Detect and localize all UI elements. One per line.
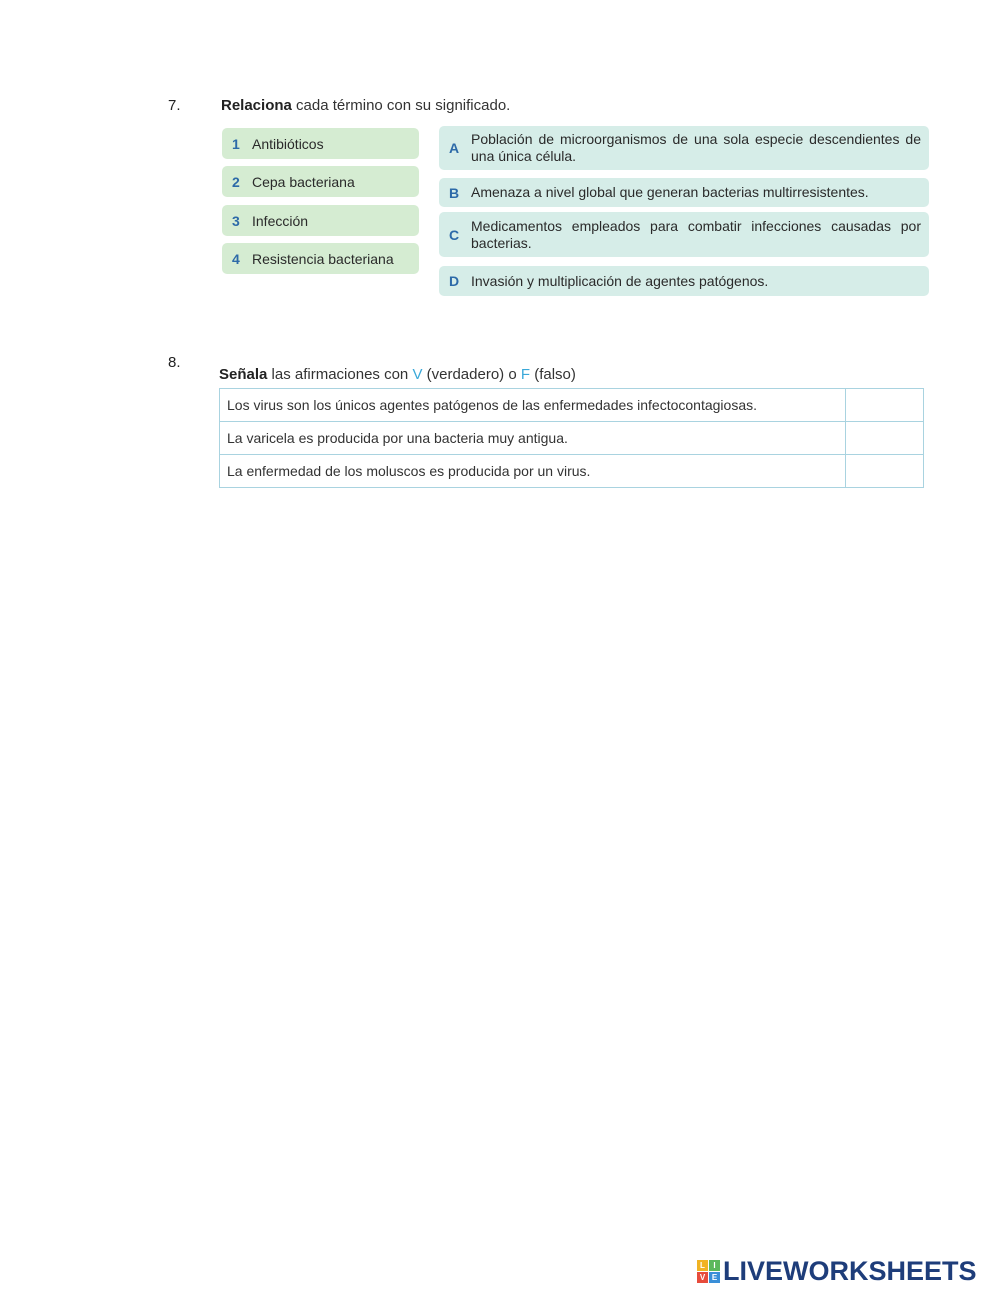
- term-number: 3: [232, 212, 240, 229]
- table-row: [220, 389, 924, 422]
- definition-letter: B: [449, 184, 460, 201]
- term-label: Cepa bacteriana: [252, 173, 355, 190]
- table-row: [220, 422, 924, 455]
- definition-text: Medicamentos empleados para combatir infecciones causadas por bacterias.: [471, 217, 921, 251]
- f-letter: F: [520, 366, 531, 383]
- instruction-bold: Relaciona: [221, 97, 292, 114]
- instruction-text: (verdadero) o: [422, 366, 521, 383]
- definition-d[interactable]: [439, 266, 929, 296]
- liveworksheets-logo: [697, 1256, 977, 1287]
- question-8-number: 8.: [168, 354, 181, 371]
- logo-grid-letter: E: [709, 1272, 720, 1283]
- instruction-text: cada término con su significado.: [291, 97, 511, 114]
- table-row: [220, 455, 924, 488]
- term-4[interactable]: [222, 243, 419, 274]
- answer-cell[interactable]: [846, 455, 924, 488]
- term-number: 1: [232, 135, 240, 152]
- v-letter: V: [412, 366, 423, 383]
- term-label: Resistencia bacteriana: [252, 250, 394, 267]
- term-label: Antibióticos: [252, 135, 324, 152]
- definition-text: Población de microorganismos de una sola especie descendientes de una única célula.: [471, 131, 921, 164]
- logo-word: LIVEWORKSHEETS: [723, 1256, 977, 1286]
- question-7-instruction: [221, 97, 510, 114]
- definition-text: Amenaza a nivel global que generan bacterias multirresistentes.: [471, 184, 869, 200]
- term-2[interactable]: [222, 166, 419, 197]
- term-number: 2: [232, 173, 240, 190]
- definition-text: Invasión y multiplicación de agentes patógenos.: [471, 272, 769, 289]
- logo-grid-icon: [697, 1260, 720, 1283]
- term-number: 4: [232, 250, 240, 267]
- statement-cell: La varicela es producida por una bacteria muy antigua.: [220, 422, 846, 455]
- definition-letter: C: [449, 226, 460, 243]
- true-false-table: [219, 388, 924, 488]
- definition-c[interactable]: [439, 212, 929, 257]
- statement-cell: La enfermedad de los moluscos es producida por un virus.: [220, 455, 846, 488]
- question-7-number: 7.: [168, 97, 181, 114]
- term-1[interactable]: [222, 128, 419, 159]
- logo-grid-letter: L: [697, 1260, 708, 1271]
- logo-grid-letter: V: [697, 1272, 708, 1283]
- instruction-text: las afirmaciones con: [267, 366, 413, 383]
- question-8-instruction: [219, 366, 576, 383]
- definition-letter: A: [449, 140, 460, 156]
- answer-cell[interactable]: [846, 389, 924, 422]
- instruction-text: (falso): [530, 366, 576, 383]
- answer-cell[interactable]: [846, 422, 924, 455]
- statement-cell: Los virus son los únicos agentes patógenos de las enfermedades infectocontagiosas.: [220, 389, 846, 422]
- logo-grid-letter: I: [709, 1260, 720, 1271]
- definition-a[interactable]: [439, 126, 929, 170]
- definition-letter: D: [449, 273, 460, 289]
- definition-b[interactable]: [439, 178, 929, 207]
- term-label: Infección: [252, 212, 309, 229]
- instruction-bold: Señala: [219, 366, 268, 383]
- term-3[interactable]: [222, 205, 419, 236]
